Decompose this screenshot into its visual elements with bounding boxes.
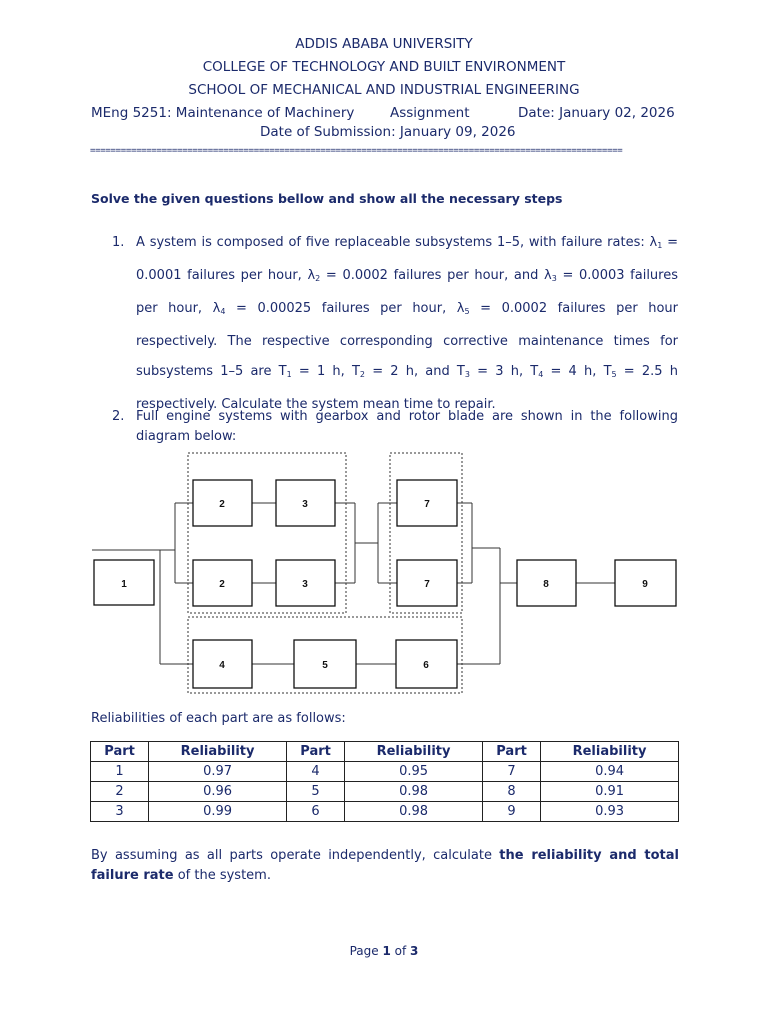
separator-line: ========================================================================================================	[90, 146, 623, 156]
block-6-label: 6	[423, 660, 429, 671]
block-8-label: 8	[543, 579, 549, 590]
instruction: Solve the given questions bellow and show all the necessary steps	[91, 191, 563, 206]
table-header: Reliability	[149, 742, 287, 762]
table-cell: 0.94	[541, 762, 679, 782]
question-1-text: A system is composed of five replaceable subsystems 1–5, with failure rates: $\lambda_1 = 0.0001$ failures per hour, $\lambda_2 = 0.0002$ failures per hour, and $\lambda_3 = 0.0003$ failures per hour, $\lambda_4 = 0.00025$ failures per hour, $\lambda_5 = 0.0002$ failures per hour respectively. The respective corresponding corrective maintenance times for subsystems 1–5 are $T_1 = 1$ h, $T_2 = 2$ h, and $T_3 = 3$ h, $T_4 = 4$ h, $T_5 = 2.5$ h respectively. Calculate the system mean time to repair.	[136, 235, 679, 412]
table-header: Part	[91, 742, 149, 762]
table-row	[91, 802, 679, 822]
block-1-label: 1	[121, 579, 127, 590]
table-cell: 2	[91, 782, 149, 802]
course-title: MEng 5251: Maintenance of Machinery	[91, 105, 355, 121]
question-2-text: Full engine systems with gearbox and rotor blade are shown in the following diagram below:	[136, 409, 678, 444]
block-3-upper-label: 3	[302, 499, 308, 510]
table-cell: 4	[286, 762, 344, 782]
assignment-date: Date: January 02, 2026	[518, 105, 675, 121]
assignment-type: Assignment	[390, 105, 470, 121]
table-cell: 0.97	[149, 762, 287, 782]
table-row	[91, 782, 679, 802]
table-cell: 9	[482, 802, 540, 822]
table-header: Part	[286, 742, 344, 762]
reliability-label: Reliabilities of each part are as follows:	[91, 711, 346, 726]
college-name: COLLEGE OF TECHNOLOGY AND BUILT ENVIRONMENT	[202, 59, 566, 75]
block-7-upper-label: 7	[424, 499, 430, 510]
block-2-upper-label: 2	[219, 499, 225, 510]
table-row	[91, 762, 679, 782]
table-header-row	[91, 742, 679, 762]
table-cell: 5	[286, 782, 344, 802]
block-5-label: 5	[322, 660, 328, 671]
conclusion-text: By assuming as all parts operate independently, calculate the reliability and total failure rate of the system.	[91, 848, 680, 883]
submission-date: Date of Submission: January 09, 2026	[260, 124, 516, 140]
table-header: Reliability	[345, 742, 483, 762]
table-cell: 0.98	[345, 782, 483, 802]
university-name: ADDIS ABABA UNIVERSITY	[295, 36, 473, 52]
table-cell: 6	[286, 802, 344, 822]
table-cell: 0.98	[345, 802, 483, 822]
table-cell: 1	[91, 762, 149, 782]
page-footer: Page 1 of 3	[349, 944, 419, 958]
block-3-lower-label: 3	[302, 579, 308, 590]
question-2-number: 2.	[112, 409, 125, 424]
block-2-lower-label: 2	[219, 579, 225, 590]
table-header: Reliability	[541, 742, 679, 762]
table-cell: 7	[482, 762, 540, 782]
block-4-label: 4	[219, 660, 225, 671]
table-cell: 0.93	[541, 802, 679, 822]
table-header: Part	[482, 742, 540, 762]
table-cell: 0.91	[541, 782, 679, 802]
block-9-label: 9	[642, 579, 648, 590]
table-cell: 3	[91, 802, 149, 822]
school-name: SCHOOL OF MECHANICAL AND INDUSTRIAL ENGINEERING	[188, 82, 580, 98]
block-7-lower-label: 7	[424, 579, 430, 590]
table-cell: 8	[482, 782, 540, 802]
table-cell: 0.96	[149, 782, 287, 802]
reliability-table	[90, 741, 679, 822]
question-1-number: 1.	[112, 235, 125, 250]
table-cell: 0.95	[345, 762, 483, 782]
table-cell: 0.99	[149, 802, 287, 822]
